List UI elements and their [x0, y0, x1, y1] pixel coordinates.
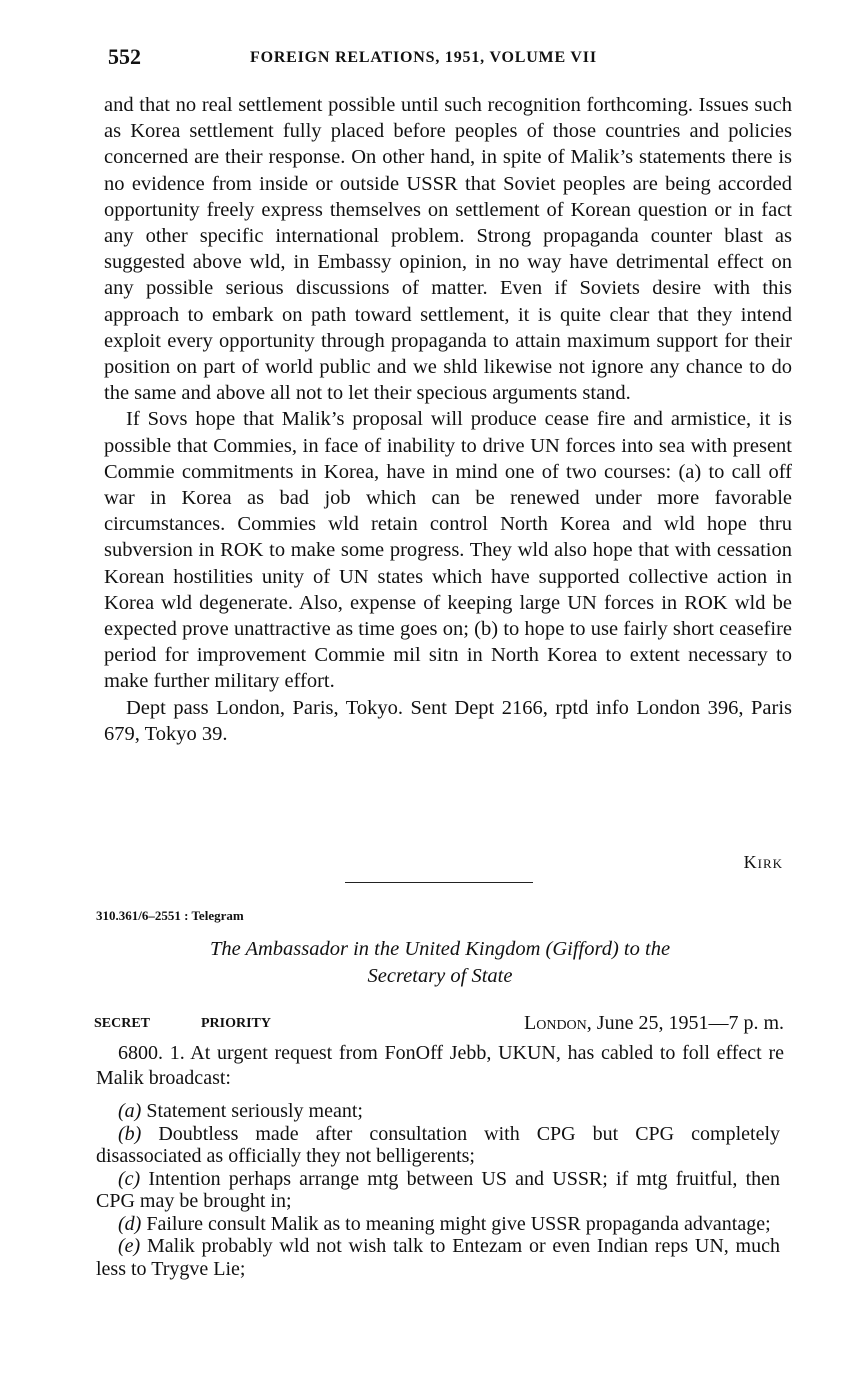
list-item [96, 1123, 780, 1168]
telegram-list [96, 1100, 780, 1280]
list-item-text: Malik probably wld not wish talk to Entezam or even Indian reps UN, much less to Trygve Lie; [96, 1235, 780, 1280]
list-item [96, 1235, 780, 1280]
list-item-text: Doubtless made after consultation with CPG but CPG completely disassociated as officially they not belligerents; [96, 1122, 781, 1167]
document-title-line: The Ambassador in the United Kingdom (Gifford) to the [209, 938, 671, 960]
running-head: FOREIGN RELATIONS, 1951, VOLUME VII [250, 49, 597, 66]
continued-telegram-body [104, 92, 792, 747]
dateline-place: London [524, 1012, 587, 1034]
page-header [108, 44, 788, 78]
classification-label: SECRET [94, 1016, 151, 1031]
telegram-meta [94, 1012, 784, 1038]
list-item-label: (c) [118, 1167, 141, 1190]
page-number: 552 [108, 44, 141, 69]
file-reference: 310.361/6–2551 : Telegram [96, 908, 244, 923]
paragraph: and that no real settlement possible until such recognition forthcoming. Issues such as Korea settlement fully placed before peoples of those countries and policies concerned are their response. On other hand, in spite of Malik’s statements there is no evidence from inside or outside USSR that Soviet peoples are being accorded opportunity freely express themselves on settlement of Korean question or in fact any other specific international problem. Strong propaganda counter blast as suggested above wld, in Embassy opinion, in no way have detrimental effect on any possible serious discussions of matter. Even if Soviets desire with this approach to embark on path toward settlement, it is quite clear that they intend exploit every opportunity through propaganda to attain maximum support for their position on part of world public and we shld likewise not ignore any chance to do the same and above all not to let their specious arguments stand. [104, 94, 792, 405]
list-item [96, 1100, 780, 1123]
dateline-date: , June 25, 1951—7 p. m. [586, 1012, 784, 1034]
list-item-text: Statement seriously meant; [146, 1100, 363, 1122]
list-item [96, 1168, 780, 1213]
paragraph: Dept pass London, Paris, Tokyo. Sent Dept 2166, rptd info London 396, Paris 679, Tokyo 39. [104, 696, 792, 745]
list-item-label: (a) [118, 1100, 142, 1122]
document-title-line: Secretary of State [367, 965, 513, 987]
telegram-intro: 6800. 1. At urgent request from FonOff Jebb, UKUN, has cabled to foll effect re Malik broadcast: [96, 1042, 784, 1089]
dateline [524, 1012, 784, 1035]
signature: Kirk [743, 852, 783, 872]
list-item [96, 1213, 780, 1236]
precedence-label: PRIORITY [201, 1016, 272, 1031]
list-item-text: Failure consult Malik as to meaning might give USSR propaganda advantage; [146, 1212, 771, 1235]
list-item-text: Intention perhaps arrange mtg between US and USSR; if mtg fruitful, then CPG may be brought in; [96, 1167, 780, 1212]
list-item-label: (d) [118, 1212, 142, 1235]
document-title [100, 936, 780, 990]
paragraph: If Sovs hope that Malik’s proposal will produce cease fire and armistice, it is possible that Commies, in face of inability to drive UN forces into sea with present Commie commitments in Korea, have in mind one of two courses: (a) to call off war in Korea as bad job which can be renewed under more favorable circumstances. Commies wld retain control North Korea and wld hope thru subversion in ROK to make some progress. They wld also hope that with cessation Korean hostilities unity of UN states which have supported collective action in Korea wld degenerate. Also, expense of keeping large UN forces in ROK wld be expected prove unattractive as time goes on; (b) to hope to use fairly short ceasefire period for improvement Commie mil sitn in North Korea to extent necessary to make further military effort. [104, 408, 792, 693]
list-item-label: (b) [118, 1122, 142, 1145]
section-divider [345, 882, 533, 883]
list-item-label: (e) [118, 1235, 141, 1257]
